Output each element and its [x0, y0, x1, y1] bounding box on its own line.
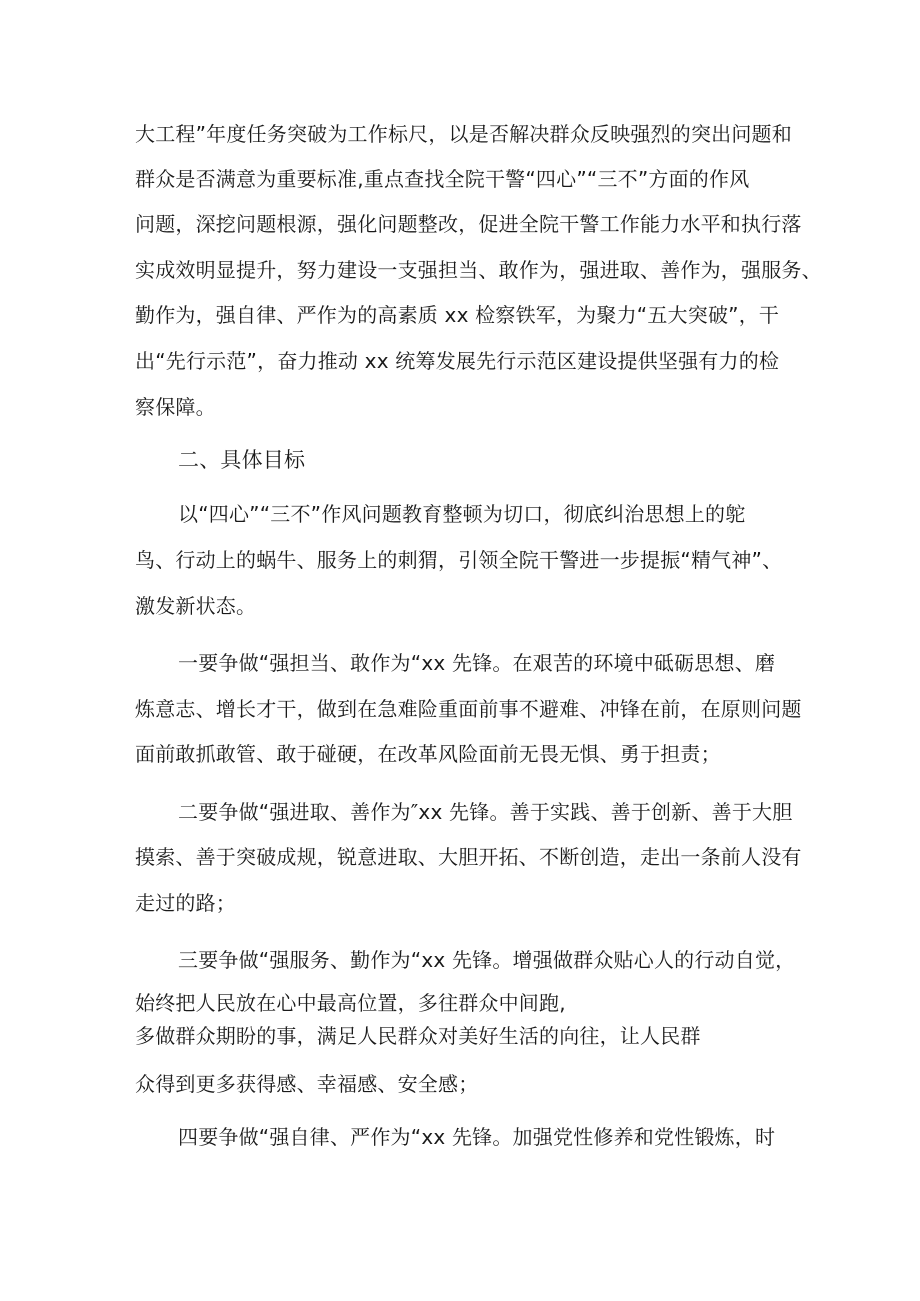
paragraph-line: 众得到更多获得感、幸福感、安全感； [135, 1072, 479, 1096]
paragraph-line: 激发新状态。 [135, 594, 257, 618]
paragraph-line: 炼意志、增长才干，做到在急难险重面前事不避难、冲锋在前，在原则问题 [135, 697, 802, 721]
paragraph-line: 以“四心”“三不”作风问题教育整顿为切口，彻底纠治思想上的鸵 [178, 502, 746, 526]
paragraph-line: 出“先行示范”，奋力推动 xx 统筹发展先行示范区建设提供坚强有力的检 [135, 349, 780, 373]
paragraph-line: 实成效明显提升，努力建设一支强担当、敢作为，强进取、善作为，强服务、 [135, 258, 822, 282]
paragraph-line: 察保障。 [135, 395, 216, 419]
paragraph-line: 问题，深挖问题根源，强化问题整改，促进全院干警工作能力水平和执行落 [135, 212, 802, 236]
paragraph-line: 二要争做“强进取、善作为″xx 先锋。善于实践、善于创新、善于大胆 [178, 800, 793, 824]
paragraph-line: 大工程”年度任务突破为工作标尺，以是否解决群众反映强烈的突出问题和 [135, 122, 792, 146]
paragraph-line: 三要争做“强服务、勤作为“xx 先锋。增强做群众贴心人的行动自觉， [178, 948, 796, 972]
paragraph-line: 面前敢抓敢管、敢于碰硬，在改革风险面前无畏无惧、勇于担责； [135, 742, 721, 766]
section-heading: 二、具体目标 [178, 448, 306, 472]
paragraph-line: 勤作为，强自律、严作为的高素质 xx 检察铁军，为聚力“五大突破”，干 [135, 303, 780, 327]
paragraph-line: 多做群众期盼的事，满足人民群众对美好生活的向往，让人民群 [135, 1024, 701, 1048]
paragraph-line: 一要争做“强担当、敢作为“xx 先锋。在艰苦的环境中砥砺思想、磨 [178, 651, 776, 675]
paragraph-line: 鸟、行动上的蜗牛、服务上的刺猬，引领全院干警进一步提振“精气神”、 [135, 548, 783, 572]
paragraph-line: 摸索、善于突破成规，锐意进取、大胆开拓、不断创造，走出一条前人没有 [135, 845, 802, 869]
paragraph-line: 始终把人民放在心中最高位置，多往群众中间跑, [135, 991, 566, 1015]
paragraph-line: 群众是否满意为重要标准,重点查找全院干警“四心”“三不”方面的作风 [135, 167, 750, 191]
paragraph-line: 走过的路； [135, 891, 236, 915]
paragraph-line: 四要争做“强自律、严作为“xx 先锋。加强党性修养和党性锻炼，时 [178, 1125, 776, 1149]
